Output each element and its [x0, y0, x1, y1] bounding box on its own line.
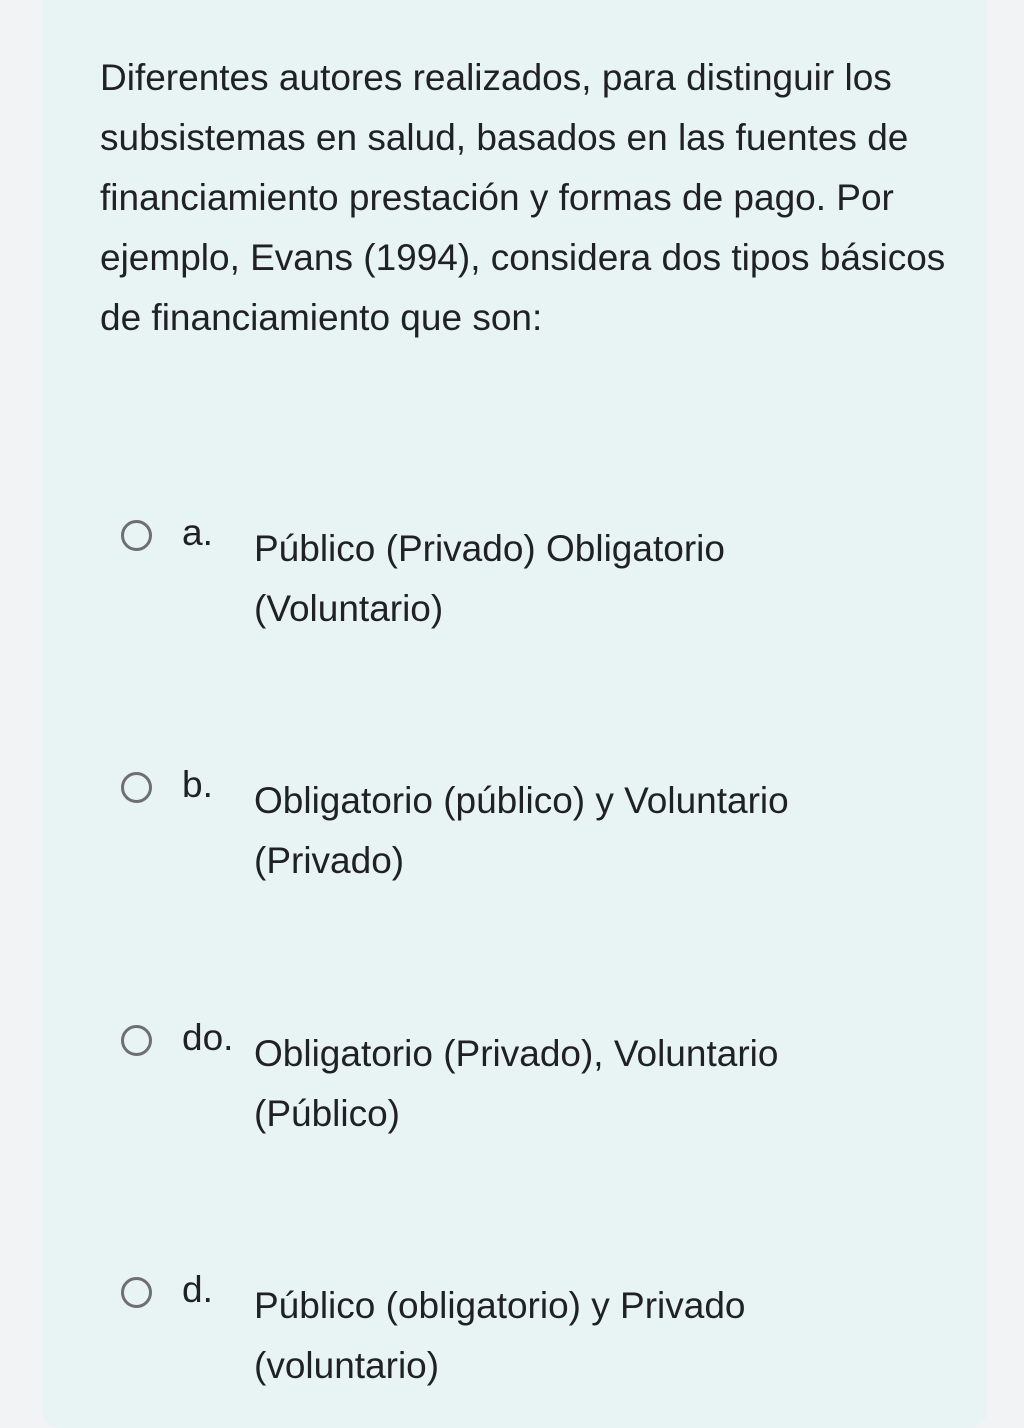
option-letter-d: d.	[182, 1269, 213, 1310]
radio-button-b[interactable]	[121, 772, 152, 803]
question-text: Diferentes autores realizados, para distinguir los subsistemas en salud, basados en las fuentes de financiamiento prestación y formas de pago. Por ejemplo, Evans (1994), considera dos tipos básicos de financiamiento que son:	[100, 57, 946, 338]
answer-option-c[interactable]	[0, 1010, 1024, 1170]
option-text-c: Obligatorio (Privado), Voluntario (Público)	[254, 1033, 779, 1134]
option-letter-b: b.	[182, 764, 213, 805]
option-text-d: Público (obligatorio) y Privado (voluntario)	[254, 1285, 746, 1386]
option-letter-a: a.	[182, 512, 213, 553]
radio-button-a[interactable]	[121, 520, 152, 551]
answer-option-d[interactable]	[0, 1262, 1024, 1422]
option-text-a: Público (Privado) Obligatorio (Voluntario)	[254, 528, 725, 629]
answer-option-a[interactable]	[0, 505, 1024, 665]
radio-button-d[interactable]	[121, 1277, 152, 1308]
option-text-b: Obligatorio (público) y Voluntario (Privado)	[254, 780, 789, 881]
answer-option-b[interactable]	[0, 757, 1024, 917]
radio-button-c[interactable]	[121, 1025, 152, 1056]
option-letter-c: do.	[182, 1017, 234, 1058]
